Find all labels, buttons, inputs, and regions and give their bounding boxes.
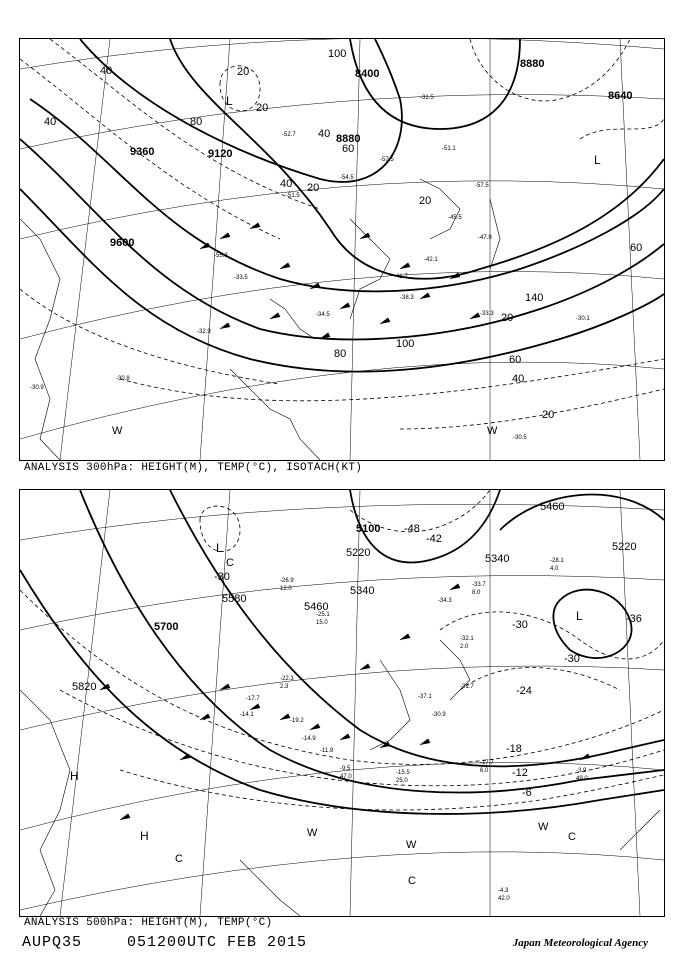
- station-value: -11.9: [320, 748, 334, 754]
- map-300hpa: [20, 39, 664, 460]
- station-value: -37.1: [418, 694, 432, 700]
- isotach-label: 60: [342, 143, 355, 155]
- height-label: 5460: [540, 501, 565, 513]
- low-pressure-symbol: L: [576, 609, 583, 623]
- station-value: -15.5: [396, 770, 410, 776]
- height-label: 9120: [208, 148, 233, 160]
- isotach-label: 20: [237, 66, 250, 78]
- isotach-label: 40: [512, 373, 525, 385]
- height-contours: [20, 39, 664, 372]
- isotach-label: 40: [280, 178, 293, 190]
- temp-label: -42.1: [424, 257, 438, 263]
- height-label: 5460: [304, 601, 329, 613]
- isotherm-label: -30: [512, 619, 528, 631]
- station-value: -14.1: [240, 712, 254, 718]
- temp-label: -51.1: [442, 146, 456, 152]
- height-label: 5220: [612, 541, 637, 553]
- coastlines: [20, 179, 500, 460]
- isotherm-label: -6: [522, 787, 532, 799]
- isotherm-label: -42: [426, 533, 442, 545]
- station-value: -34.3: [438, 598, 452, 604]
- low-pressure-symbol: L: [226, 94, 233, 108]
- isotach-label: 140: [525, 292, 544, 304]
- station-value: -31.7: [460, 684, 474, 690]
- station-value: 8.0: [472, 590, 481, 596]
- warm-symbol: W: [487, 425, 498, 437]
- isotach-label: 20: [542, 409, 555, 421]
- height-label: 8880: [336, 133, 361, 145]
- temp-label: -33.3: [480, 311, 494, 317]
- isotach-label: 20: [256, 102, 269, 114]
- warm-symbol: W: [112, 425, 123, 437]
- station-value: 12.0: [280, 586, 292, 592]
- isotach-label: 20: [501, 312, 514, 324]
- isotherm-label: -48: [404, 523, 420, 535]
- station-value: -9.5: [340, 766, 351, 772]
- isotherm-contours: [20, 490, 664, 810]
- height-label: 8400: [355, 68, 380, 80]
- station-value: -26.9: [280, 578, 294, 584]
- temp-label: -52.7: [282, 132, 296, 138]
- height-label: 8640: [608, 90, 633, 102]
- height-label: 5340: [485, 553, 510, 565]
- low-pressure-symbol: L: [594, 153, 601, 167]
- station-value: -17.7: [246, 696, 260, 702]
- warm-symbol: W: [406, 839, 417, 851]
- isotherm-label: -24: [516, 685, 532, 697]
- station-value: 2.0: [460, 644, 469, 650]
- caption-500hpa: ANALYSIS 500hPa: HEIGHT(M), TEMP(°C): [24, 917, 273, 929]
- station-value: -32.1: [460, 636, 474, 642]
- station-value: 6.0: [480, 768, 489, 774]
- cold-symbol: C: [568, 831, 576, 843]
- height-label: 5580: [222, 593, 247, 605]
- isotach-label: 80: [190, 116, 203, 128]
- temp-label: -51.5: [286, 193, 300, 199]
- station-value: 25.0: [396, 778, 408, 784]
- isotach-label: 80: [334, 348, 347, 360]
- station-value: -4.3: [498, 888, 509, 894]
- temp-label: -45.5: [448, 215, 462, 221]
- isotherm-label: -30: [214, 571, 230, 583]
- station-value: 15.0: [316, 620, 328, 626]
- grid-lines: [20, 490, 664, 916]
- isotach-label: 60: [630, 242, 643, 254]
- isotach-label: 100: [396, 338, 415, 350]
- station-value: 4.0: [550, 566, 559, 572]
- height-label: 5700: [154, 621, 179, 633]
- chart-code: AUPQ35: [22, 934, 83, 951]
- height-label: 5100: [356, 523, 381, 535]
- warm-symbol: W: [538, 821, 549, 833]
- temp-label: -34.5: [316, 312, 330, 318]
- analysis-timestamp: 051200UTC FEB 2015: [127, 934, 308, 951]
- temp-label: -30.8: [116, 376, 130, 382]
- station-value: 2.3: [280, 684, 289, 690]
- station-value: -22.3: [280, 676, 294, 682]
- cold-symbol: C: [226, 557, 234, 569]
- height-label: 9600: [110, 237, 135, 249]
- warm-symbol: W: [307, 827, 318, 839]
- station-value: 42.0: [498, 896, 510, 902]
- temp-label: -38.3: [400, 295, 414, 301]
- isotherm-label: -12: [512, 767, 528, 779]
- isotherm-label: -18: [506, 743, 522, 755]
- isotach-label: 60: [509, 354, 522, 366]
- temp-label: -55.3: [214, 253, 228, 259]
- station-value: -19.2: [290, 718, 304, 724]
- chart-500hpa: [19, 489, 665, 917]
- height-label: 5220: [346, 547, 371, 559]
- chart-300hpa: [19, 38, 665, 461]
- station-value: -17.7: [480, 760, 494, 766]
- height-label: 9360: [130, 146, 155, 158]
- isotherm-label: -36: [626, 613, 642, 625]
- low-pressure-symbol: L: [216, 541, 223, 555]
- isotach-label: 40: [318, 128, 331, 140]
- cold-symbol: C: [175, 853, 183, 865]
- station-value: -30.9: [432, 712, 446, 718]
- station-value: 49.0: [576, 776, 588, 782]
- height-label: 8880: [520, 58, 545, 70]
- height-label: 5820: [72, 681, 97, 693]
- temp-label: -54.5: [340, 175, 354, 181]
- station-value: -33.7: [472, 582, 486, 588]
- isotach-label: 40: [100, 65, 113, 77]
- caption-300hpa: ANALYSIS 300hPa: HEIGHT(M), TEMP(°C), ISOTACH(KT): [24, 462, 363, 474]
- temp-label: -30.9: [30, 385, 44, 391]
- temp-label: -30.5: [513, 435, 527, 441]
- temp-label: -30.1: [576, 316, 590, 322]
- temp-label: -31.5: [420, 95, 434, 101]
- temp-label: -41.7: [394, 274, 408, 280]
- temp-label: -47.9: [478, 235, 492, 241]
- temp-label: -57.5: [380, 157, 394, 163]
- grid-lines: [20, 39, 664, 460]
- station-value: -25.1: [316, 612, 330, 618]
- cold-symbol: C: [408, 875, 416, 887]
- temp-label: -33.5: [234, 275, 248, 281]
- isotach-label: 100: [328, 48, 347, 60]
- isotherm-label: -30: [564, 653, 580, 665]
- station-value: 47.0: [340, 774, 352, 780]
- high-pressure-symbol: H: [70, 769, 79, 783]
- isotach-label: 20: [419, 195, 432, 207]
- temp-label: -32.9: [197, 329, 211, 335]
- isotach-label: 40: [44, 116, 57, 128]
- temp-label: -57.5: [475, 183, 489, 189]
- high-pressure-symbol: H: [140, 829, 149, 843]
- station-value: -3.9: [576, 768, 587, 774]
- isotach-label: 20: [307, 182, 320, 194]
- map-500hpa: [20, 490, 664, 916]
- agency-name: Japan Meteorological Agency: [512, 937, 648, 949]
- station-value: -28.1: [550, 558, 564, 564]
- height-label: 5340: [350, 585, 375, 597]
- station-value: -14.9: [302, 736, 316, 742]
